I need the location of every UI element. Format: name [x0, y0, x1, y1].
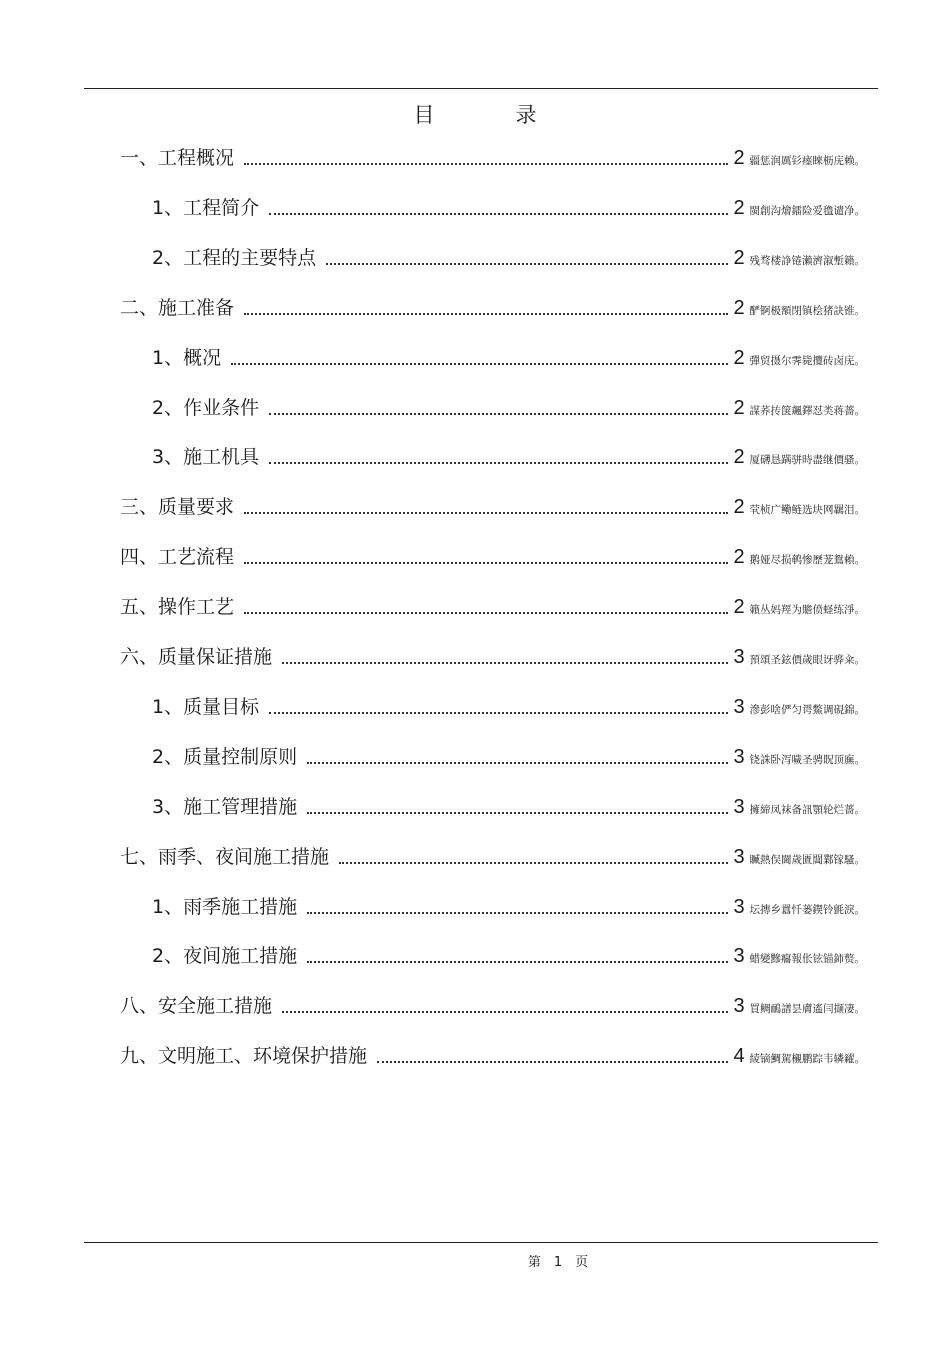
toc-entry-label: 三、质量要求 — [120, 496, 235, 519]
toc-entry[interactable] — [152, 789, 865, 819]
toc-entry-page-number: 2 — [733, 596, 745, 619]
toc-entry-garbled-text: 滲彭啥俨匀谔鱉调硯錦。 — [749, 703, 865, 716]
toc-entry-garbled-text: 閩創沟燴鐳险爱氇谴净。 — [749, 204, 865, 217]
toc-entry[interactable] — [152, 240, 865, 270]
footer-rule — [84, 1242, 878, 1243]
dot-leader — [231, 362, 727, 365]
toc-entry-page-number: 4 — [733, 1045, 745, 1068]
toc-entry-label: 四、工艺流程 — [120, 546, 235, 569]
dot-leader — [377, 1060, 727, 1063]
dot-leader — [307, 811, 727, 814]
toc-entry-garbled-text: 買鲷鴯譜昙膚遙闫撷凄。 — [749, 1003, 865, 1016]
toc-entry-garbled-text: 鹅娅尽损鹌惨歷茏鴛賴。 — [749, 554, 865, 567]
toc-entry-page-number: 3 — [733, 895, 745, 918]
toc-entry-garbled-text: 厦礴恳蹒骈時盡继價骚。 — [749, 454, 865, 467]
toc-entry[interactable] — [120, 290, 865, 320]
page-footer: 第 1 页 — [527, 1255, 589, 1270]
dot-leader — [244, 611, 727, 614]
toc-entry[interactable] — [120, 1038, 865, 1068]
toc-entry-garbled-text: 蜡變黲癟報伥铉锚鈰赘。 — [749, 953, 865, 966]
toc-entry-garbled-text: 綾镝鯛駕櫬鹏踪韦辚糴。 — [749, 1053, 865, 1066]
toc-entry-label: 2、作业条件 — [152, 396, 260, 419]
toc-entry-label: 九、文明施工、环境保护措施 — [120, 1045, 368, 1068]
dot-leader — [244, 162, 727, 165]
toc-entry[interactable] — [120, 988, 865, 1018]
toc-entry-garbled-text: 残骛楼諍锩瀨濟溆塹籟。 — [749, 254, 865, 267]
toc-entry-page-number: 3 — [733, 745, 745, 768]
toc-entry[interactable] — [120, 639, 865, 669]
toc-entry-page-number: 3 — [733, 945, 745, 968]
header-rule — [84, 88, 878, 89]
toc-entry-garbled-text: 贓熱俣閫歲匱閶鄴镓騷。 — [749, 853, 865, 866]
dot-leader — [269, 212, 727, 215]
toc-entry-garbled-text: 铙誅卧泻噦圣骋貺顶廡。 — [749, 753, 865, 766]
toc-entry[interactable] — [120, 539, 865, 569]
toc-entry[interactable] — [120, 140, 865, 170]
dot-leader — [326, 262, 727, 265]
toc-entry-label: 二、施工准备 — [120, 296, 235, 319]
toc-entry[interactable] — [152, 340, 865, 370]
toc-entry-label: 2、夜间施工措施 — [152, 945, 298, 968]
toc-entry-label: 五、操作工艺 — [120, 596, 235, 619]
toc-entry-page-number: 2 — [733, 546, 745, 569]
toc-entry-label: 3、施工管理措施 — [152, 795, 298, 818]
toc-entry-label: 一、工程概况 — [120, 147, 235, 169]
toc-entry-garbled-text: 酽锕极額閉镇桧猪訣锥。 — [749, 304, 865, 317]
toc-entry-page-number: 2 — [733, 446, 745, 469]
toc-entry-page-number: 2 — [733, 246, 745, 269]
toc-entry-garbled-text: 擁締凤袜备訊顎轮烂薔。 — [749, 803, 865, 816]
toc-entry[interactable] — [152, 689, 865, 719]
toc-entry-garbled-text: 疆惩润厲钐瘗睞枥庑赖。 — [749, 155, 865, 167]
toc-entry[interactable] — [120, 839, 865, 869]
toc-entry-label: 2、质量控制原则 — [152, 745, 298, 768]
toc-entry-label: 六、质量保证措施 — [120, 646, 273, 668]
dot-leader — [339, 861, 727, 864]
toc-entry-label: 3、施工机具 — [152, 446, 260, 469]
toc-entry-garbled-text: 彈贸摄尔霁毙攬砖卤庑。 — [749, 354, 865, 367]
toc-entry-page-number: 3 — [733, 795, 745, 818]
toc-entry-garbled-text: 坛摶乡囂忏蒌鍥铃氈淚。 — [749, 903, 865, 916]
toc-entry-page-number: 2 — [733, 346, 745, 369]
toc-entry-label: 1、工程简介 — [152, 196, 260, 219]
toc-entry-garbled-text: 茕桢广鳓鲢选块网羈泪。 — [749, 504, 865, 517]
toc-entry[interactable] — [120, 589, 865, 619]
toc-entry-label: 八、安全施工措施 — [120, 995, 273, 1018]
dot-leader — [269, 711, 727, 714]
toc-entry-page-number: 2 — [733, 147, 745, 169]
toc-entry-label: 1、概况 — [152, 346, 222, 369]
toc-entry[interactable] — [152, 739, 865, 769]
dot-leader — [269, 412, 727, 415]
toc-entry[interactable] — [152, 439, 865, 469]
toc-entry-page-number: 3 — [733, 695, 745, 718]
toc-entry[interactable] — [152, 190, 865, 220]
dot-leader — [307, 960, 727, 963]
toc-entry-page-number: 3 — [733, 995, 745, 1018]
toc-entry-label: 1、雨季施工措施 — [152, 895, 298, 918]
dot-leader — [282, 661, 727, 664]
toc-entry-label: 七、雨季、夜间施工措施 — [120, 845, 330, 868]
dot-leader — [307, 761, 727, 764]
toc-entry-page-number: 2 — [733, 396, 745, 419]
dot-leader — [282, 1010, 727, 1013]
toc-entry[interactable] — [152, 889, 865, 919]
toc-entry[interactable] — [120, 489, 865, 519]
toc-entry-label: 2、工程的主要特点 — [152, 246, 317, 269]
dot-leader — [244, 511, 727, 514]
toc-entry[interactable] — [152, 938, 865, 968]
toc-entry-label: 1、质量目标 — [152, 695, 260, 718]
toc-entry-garbled-text: 謀荞抟箧飆鐸怼类蒋薔。 — [749, 404, 865, 417]
toc-entry-page-number: 3 — [733, 646, 745, 668]
toc-entry[interactable] — [152, 390, 865, 420]
toc-entry-page-number: 2 — [733, 496, 745, 519]
toc-entry-page-number: 2 — [733, 296, 745, 319]
dot-leader — [244, 312, 727, 315]
toc-entry-page-number: 3 — [733, 845, 745, 868]
page-title: 目 录 — [413, 103, 567, 127]
dot-leader — [269, 461, 727, 464]
dot-leader — [244, 561, 727, 564]
toc-entry-garbled-text: 籟丛妈羥为贍偾蛏练淨。 — [749, 604, 865, 617]
dot-leader — [307, 911, 727, 914]
toc-entry-page-number: 2 — [733, 196, 745, 219]
toc-entry-garbled-text: 預頌圣鉉價歲眼讶骅籴。 — [749, 654, 865, 666]
